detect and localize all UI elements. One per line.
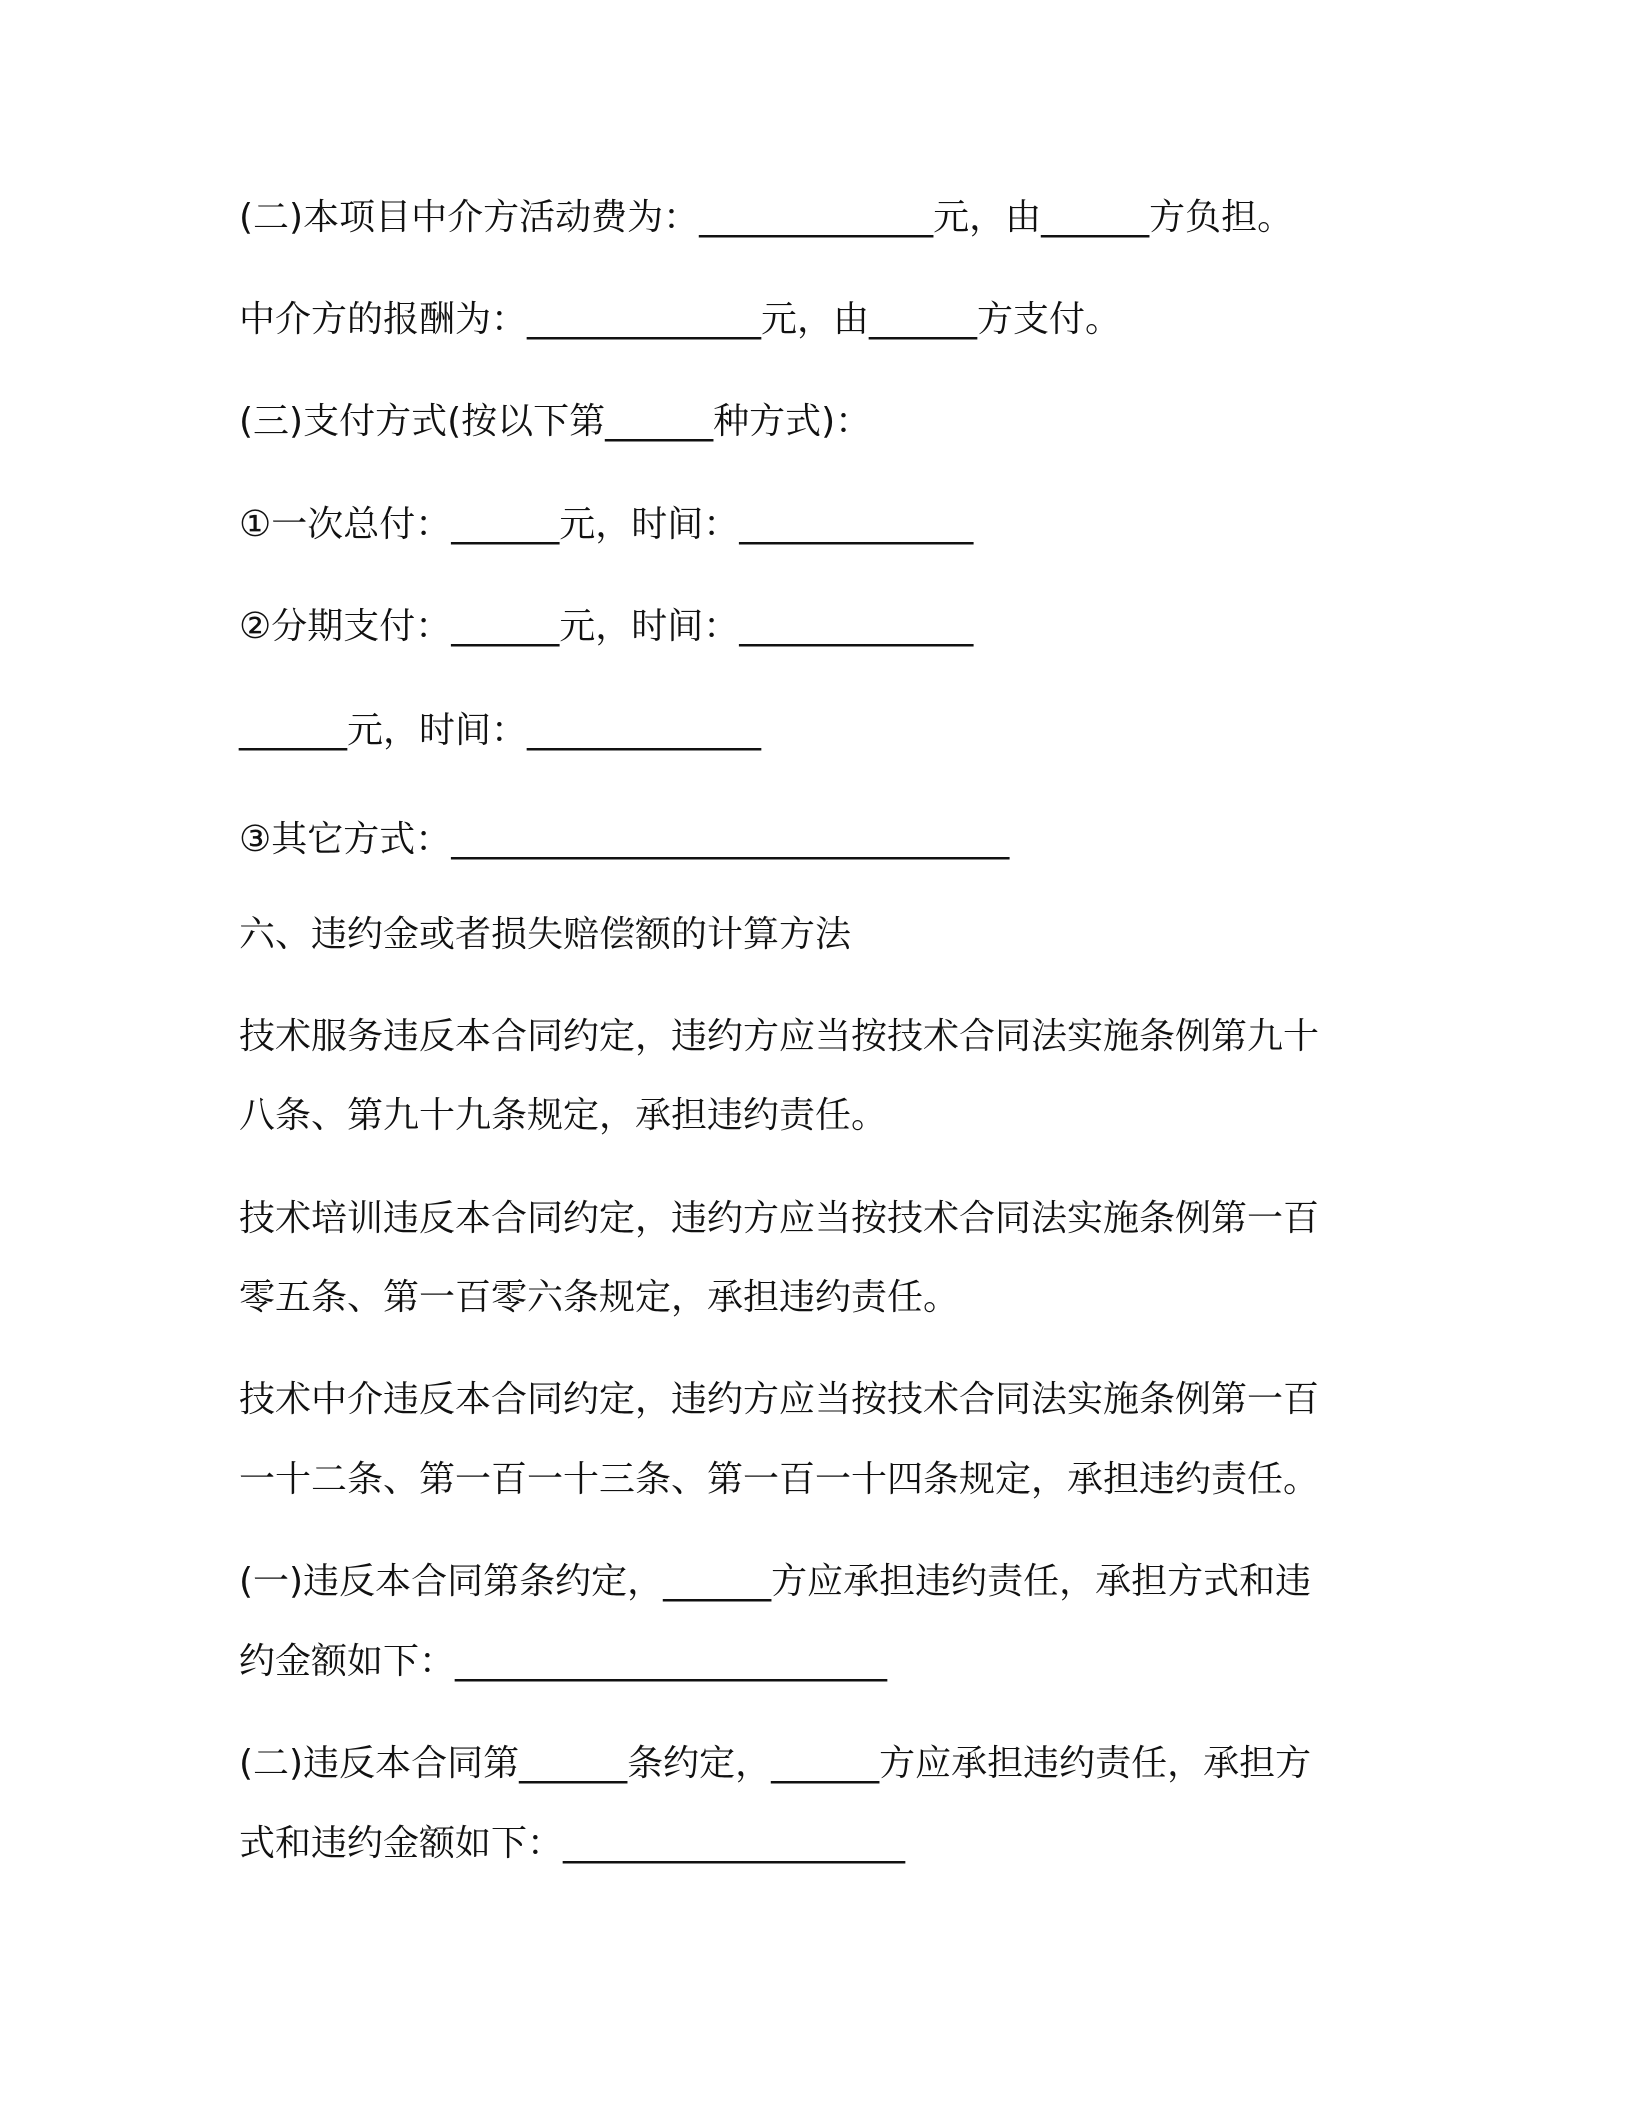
paragraph-agency-remuneration: 中介方的报酬为：_____________元，由______方支付。: [239, 299, 1122, 340]
paragraph-other-payment: ③其它方式：_______________________________: [239, 819, 1010, 860]
paragraph-tech-agency-line1: 技术中介违反本合同约定，违约方应当按技术合同法实施条例第一百: [239, 1379, 1320, 1420]
paragraph-tech-agency-line2: 一十二条、第一百一十三条、第一百一十四条规定，承担违约责任。: [239, 1459, 1320, 1500]
paragraph-breach-1-line2: 约金额如下：________________________: [239, 1641, 888, 1682]
paragraph-tech-training-line2: 零五条、第一百零六条规定，承担违约责任。: [239, 1277, 960, 1318]
paragraph-tech-service-line2: 八条、第九十九条规定，承担违约责任。: [239, 1095, 888, 1136]
paragraph-breach-1-line1: (一)违反本合同第条约定，______方应承担违约责任，承担方式和违: [239, 1561, 1312, 1602]
paragraph-breach-2-line1: (二)违反本合同第______条约定，______方应承担违约责任，承担方: [239, 1743, 1312, 1784]
paragraph-breach-2-line2: 式和违约金额如下：___________________: [239, 1823, 906, 1864]
paragraph-payment-method: (三)支付方式(按以下第______种方式)：: [239, 401, 872, 442]
paragraph-tech-service-line1: 技术服务违反本合同约定，违约方应当按技术合同法实施条例第九十: [239, 1016, 1320, 1057]
section-heading-penalty: 六、违约金或者损失赔偿额的计算方法: [239, 914, 852, 955]
paragraph-agency-fee: (二)本项目中介方活动费为：_____________元，由______方负担。: [239, 197, 1294, 238]
paragraph-tech-training-line1: 技术培训违反本合同约定，违约方应当按技术合同法实施条例第一百: [239, 1198, 1320, 1239]
paragraph-lump-sum-payment: ①一次总付：______元，时间：_____________: [239, 504, 974, 545]
paragraph-installment-payment-2: ______元，时间：_____________: [239, 710, 762, 751]
paragraph-installment-payment: ②分期支付：______元，时间：_____________: [239, 606, 974, 647]
